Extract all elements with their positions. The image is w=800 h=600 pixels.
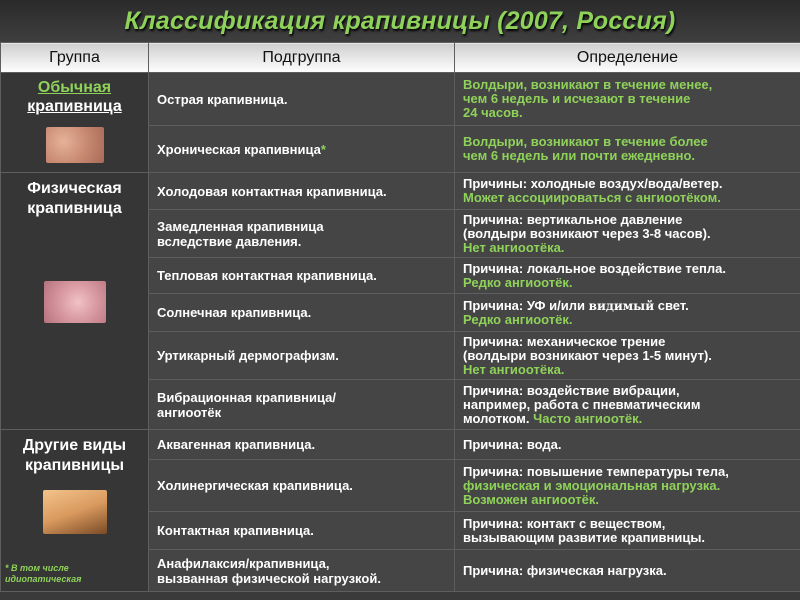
- subgroup-cell: Замедленная крапивница вследствие давления.: [149, 210, 455, 258]
- subgroup-cell: Аквагенная крапивница.: [149, 430, 455, 460]
- definition-cell: Причина: механическое трение (волдыри возникают через 1-5 минут). Нет ангиоотёка.: [455, 332, 800, 380]
- group-title-2: крапивница: [27, 98, 122, 115]
- footnote: * В том числе идиопатическая: [5, 563, 82, 584]
- table-row: [1, 430, 800, 460]
- table-row: [1, 173, 800, 210]
- skin-photo-image: [43, 490, 107, 534]
- header-subgroup: Подгруппа: [149, 43, 455, 73]
- header-definition: Определение: [455, 43, 800, 73]
- subgroup-cell: Анафилаксия/крапивница, вызванная физической нагрузкой.: [149, 550, 455, 592]
- subgroup-cell: Уртикарный дермографизм.: [149, 332, 455, 380]
- definition-cell: Причина: контакт с веществом, вызывающим развитие крапивницы.: [455, 512, 800, 550]
- definition-cell: Причина: вода.: [455, 430, 800, 460]
- group-title-2: крапивницы: [24, 457, 124, 474]
- group-ordinary: [1, 73, 149, 173]
- subgroup-cell: Холодовая контактная крапивница.: [149, 173, 455, 210]
- definition-cell: Причины: холодные воздух/вода/ветер. Может ассоциироваться с ангиоотёком.: [455, 173, 800, 210]
- subgroup-cell: Контактная крапивница.: [149, 512, 455, 550]
- subgroup-cell: Тепловая контактная крапивница.: [149, 258, 455, 294]
- header-row: [1, 43, 800, 73]
- subgroup-cell: Солнечная крапивница.: [149, 294, 455, 332]
- definition-cell: Причина: локальное воздействие тепла. Редко ангиоотёк.: [455, 258, 800, 294]
- group-other: [1, 430, 149, 592]
- table-row: [1, 73, 800, 126]
- subgroup-cell: Острая крапивница.: [149, 73, 455, 126]
- group-title: Обычная: [37, 79, 112, 96]
- group-title: Другие виды: [22, 437, 127, 454]
- subgroup-cell: Холинергическая крапивница.: [149, 460, 455, 512]
- skin-photo-image: [46, 127, 104, 163]
- group-title-2: крапивница: [27, 200, 122, 217]
- definition-cell: Причина: УФ и/или видимый свет. Редко ангиоотёк.: [455, 294, 800, 332]
- definition-cell: Волдыри, возникают в течение менее, чем 6 недель и исчезают в течение 24 часов.: [455, 73, 800, 126]
- definition-cell: Причина: вертикальное давление (волдыри возникают через 3-8 часов). Нет ангиоотёка.: [455, 210, 800, 258]
- definition-cell: Причина: воздействие вибрации, например, работа с пневматическим молотком. Часто ангиоотёк.: [455, 380, 800, 430]
- skin-photo-image: [44, 281, 106, 323]
- definition-cell: Волдыри, возникают в течение более чем 6 недель или почти ежедневно.: [455, 126, 800, 173]
- header-group: Группа: [1, 43, 149, 73]
- subgroup-cell: Вибрационная крапивница/ ангиоотёк: [149, 380, 455, 430]
- slide-title: Классификация крапивницы (2007, Россия): [124, 7, 676, 35]
- classification-table: [0, 42, 800, 592]
- title-bar: [0, 0, 800, 42]
- definition-cell: Причина: физическая нагрузка.: [455, 550, 800, 592]
- group-title: Физическая: [27, 180, 122, 197]
- group-physical: [1, 173, 149, 430]
- definition-cell: Причина: повышение температуры тела, физическая и эмоциональная нагрузка. Возможен ангиоотёк.: [455, 460, 800, 512]
- subgroup-cell: Хроническая крапивница*: [149, 126, 455, 173]
